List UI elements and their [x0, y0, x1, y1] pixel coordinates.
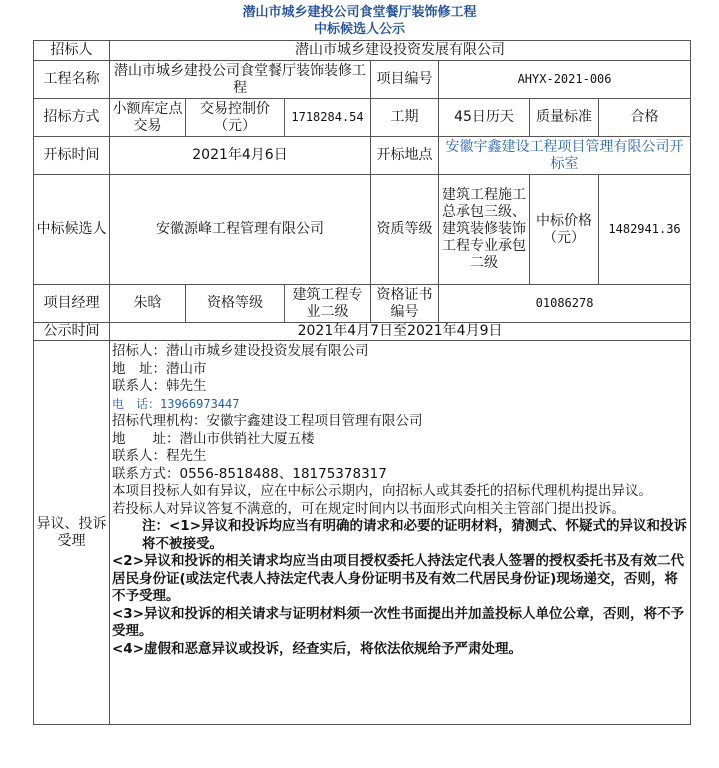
method-value: 小额库定点交易: [110, 99, 186, 137]
control-price-value: 1718284.54: [285, 99, 371, 137]
row-objection: [34, 341, 691, 725]
manager-grade-value: 建筑工程专业二级: [285, 285, 371, 323]
winner-value: 安徽源峰工程管理有限公司: [110, 175, 371, 285]
project-name-value: 潜山市城乡建投公司食堂餐厅装饰装修工程: [110, 61, 371, 99]
tenderer-contact-person-line: 联系人：韩先生: [112, 378, 207, 394]
cert-no-value: 01086278: [439, 285, 691, 323]
row-open: [34, 137, 691, 175]
quality-value: 合格: [599, 99, 691, 137]
row-tenderer: [34, 41, 691, 61]
tenderer-phone-line: 电 话：13966973447: [112, 396, 240, 411]
manager-value: 朱晗: [110, 285, 186, 323]
announcement-table: [33, 40, 691, 725]
project-no-label: 项目编号: [371, 61, 439, 99]
agency-address-line: 地 址：潜山市供销社大厦五楼: [112, 430, 315, 447]
open-time-value: 2021年4月6日: [110, 137, 371, 175]
tenderer-value: 潜山市城乡建设投资发展有限公司: [110, 41, 691, 61]
note-1: 注：<1>异议和投诉均应当有明确的请求和必要的证明材料，猜测式、怀疑式的异议和投诉将不被接受。: [142, 518, 688, 552]
page-title: 潜山市城乡建投公司食堂餐厅装饰修工程: [242, 5, 477, 20]
row-project-name: [34, 61, 691, 99]
row-manager: [34, 285, 691, 323]
publicity-value: 2021年4月7日至2021年4月9日: [110, 323, 691, 341]
method-label: 招标方式: [34, 99, 110, 137]
objection-paragraph: 本项目投标人如有异议，应在中标公示期内，向招标人或其委托的招标代理机构提出异议。: [112, 483, 652, 499]
objection-content: [110, 341, 691, 725]
bid-price-value: 1482941.36: [599, 175, 691, 285]
open-place-label: 开标地点: [371, 137, 439, 175]
note-3: <3>异议和投诉的相关请求与证明材料须一次性书面提出并加盖投标人单位公章，否则，将不予受理。: [112, 605, 685, 639]
complaint-paragraph: 若投标人对异议答复不满意的，可在规定时间内以书面形式向相关主管部门提出投诉。: [112, 500, 625, 517]
page-subtitle: 中标候选人公示: [313, 22, 405, 37]
qualification-value: 建筑工程施工总承包三级、建筑装修装饰工程专业承包二级: [439, 175, 530, 285]
bid-price-label: 中标价格（元）: [530, 175, 599, 285]
row-method: [34, 99, 691, 137]
note-2: <2>异议和投诉的相关请求均应当由项目授权委托人持法定代表人签署的授权委托书及有效二代居民身份证(或法定代表人持法定代表人身份证明书及有效二代居民身份证)现场递交，否则，将不予受理。: [112, 553, 685, 604]
agency-line: 招标代理机构：安徽宇鑫建设工程项目管理有限公司: [112, 413, 423, 429]
agency-phone-line: 联系方式：0556-8518488、18175378317: [112, 465, 387, 482]
cert-no-label: 资格证书编号: [371, 285, 439, 323]
row-winner: [34, 175, 691, 285]
open-place-value: 安徽宇鑫建设工程项目管理有限公司开标室: [439, 137, 691, 175]
tenderer-label: 招标人: [34, 41, 110, 61]
objection-label: 异议、投诉受理: [34, 341, 110, 725]
period-value: 45日历天: [439, 99, 530, 137]
agency-contact-person-line: 联系人：程先生: [112, 448, 207, 464]
note-4: <4>虚假和恶意异议或投诉，经查实后，将依法依规给予严肃处理。: [112, 640, 523, 657]
period-label: 工期: [371, 99, 439, 137]
manager-label: 项目经理: [34, 285, 110, 323]
project-no-value: AHYX-2021-006: [439, 61, 691, 99]
tenderer-address-line: 地 址：潜山市: [112, 360, 207, 377]
tenderer-contact-line: 招标人：潜山市城乡建设投资发展有限公司: [112, 343, 369, 359]
manager-grade-label: 资格等级: [186, 285, 285, 323]
open-time-label: 开标时间: [34, 137, 110, 175]
control-price-label: 交易控制价（元）: [186, 99, 285, 137]
row-publicity: [34, 323, 691, 341]
publicity-label: 公示时间: [34, 323, 110, 341]
quality-label: 质量标准: [530, 99, 599, 137]
winner-label: 中标候选人: [34, 175, 110, 285]
project-name-label: 工程名称: [34, 61, 110, 99]
qualification-label: 资质等级: [371, 175, 439, 285]
